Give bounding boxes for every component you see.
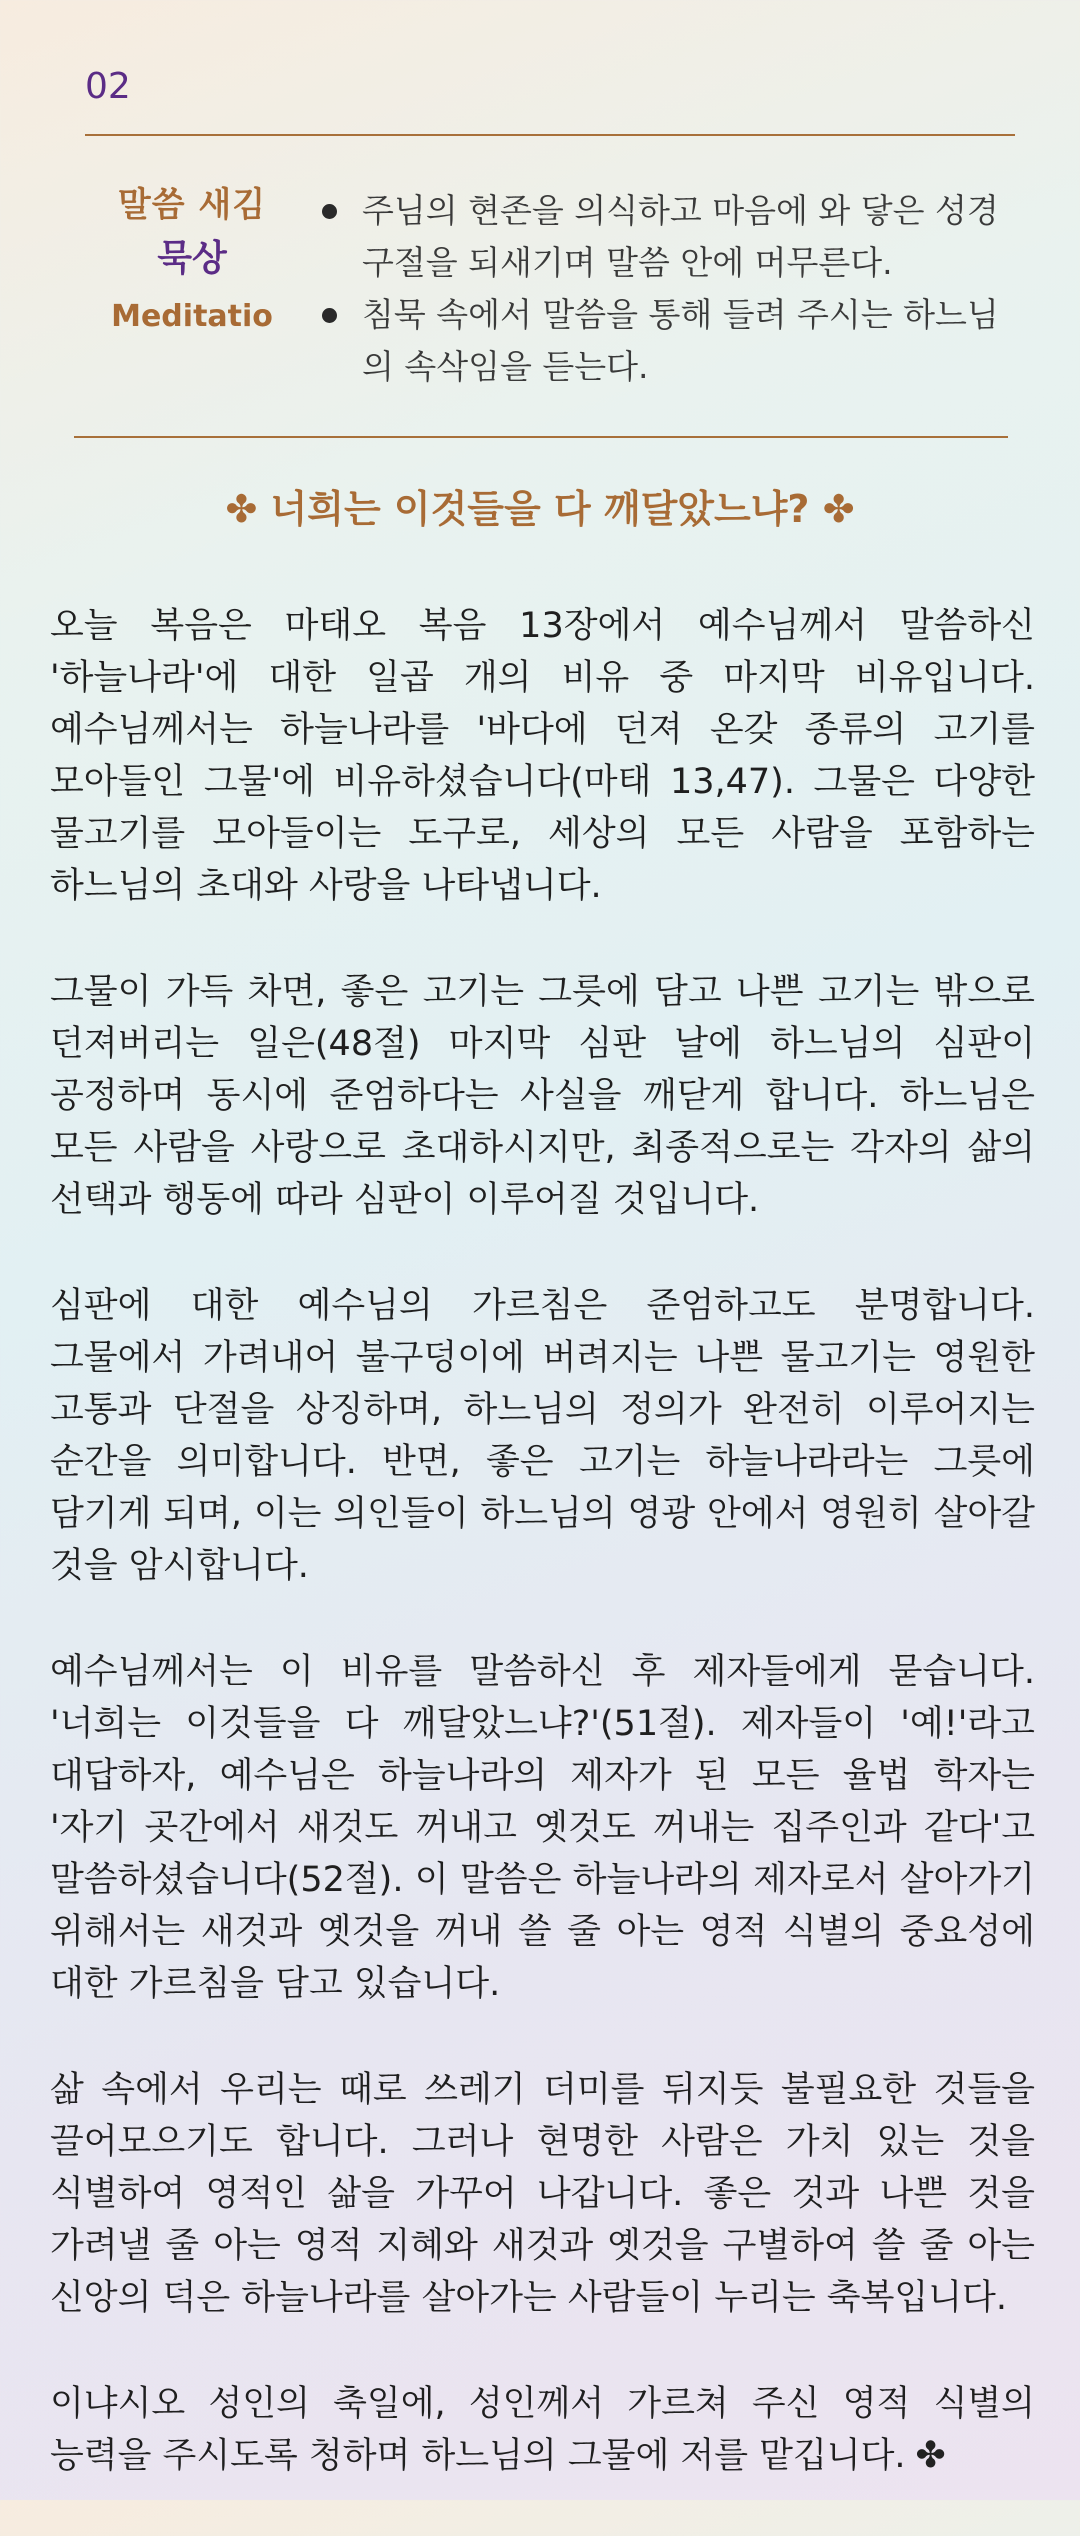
heading-title: 너희는 이것들을 다 깨달았느냐?	[270, 487, 810, 531]
label-korean: 말씀 새김	[117, 185, 267, 225]
top-divider	[85, 134, 1015, 136]
instruction-item	[318, 289, 1018, 393]
paragraph: 예수님께서는 이 비유를 말씀하신 후 제자들에게 묻습니다. '너희는 이것들을 다 깨달았느냐?'(51절). 제자들이 '예!'라고 대답하자, 예수님은 하늘나라의 제자가 된 모든 율법 학자는 '자기 곳간에서 새것도 꺼내고 옛것도 꺼내는 집주인과 같다'고 말씀하셨습니다(52절). 이 말씀은 하늘나라의 제자로서 살아가기 위해서는 새것과 옛것을 꺼내 쓸 줄 아는 영적 식별의 중요성에 대한 가르침을 담고 있습니다.	[50, 1652, 1035, 2004]
clover-right-icon: ✤	[822, 487, 855, 531]
paragraph: 그물이 가득 차면, 좋은 고기는 그릇에 담고 나쁜 고기는 밖으로 던져버리는 일은(48절) 마지막 심판 날에 하느님의 심판이 공정하며 동시에 준엄하다는 사실을 깨닫게 합니다. 하느님은 모든 사람을 사랑으로 초대하시지만, 최종적으로는 각자의 삶의 선택과 행동에 따라 심판이 이루어질 것입니다.	[50, 972, 1035, 1220]
instruction-text: 주님의 현존을 의식하고 마음에 와 닿은 성경구절을 되새기며 말씀 안에 머무른다.	[362, 191, 999, 282]
instruction-list	[318, 185, 1018, 393]
reflection-heading	[0, 478, 1080, 533]
paragraph: 오늘 복음은 마태오 복음 13장에서 예수님께서 말씀하신 '하늘나라'에 대한 일곱 개의 비유 중 마지막 비유입니다. 예수님께서는 하늘나라를 '바다에 던져 온갖 종류의 고기를 모아들인 그물'에 비유하셨습니다(마태 13,47). 그물은 다양한 물고기를 모아들이는 도구로, 세상의 모든 사람을 포함하는 하느님의 초대와 사랑을 나타냅니다.	[50, 606, 1035, 906]
paragraph: 삶 속에서 우리는 때로 쓰레기 더미를 뒤지듯 불필요한 것들을 끌어모으기도 합니다. 그러나 현명한 사람은 가치 있는 것을 식별하여 영적인 삶을 가꾸어 나갑니다. 좋은 것과 나쁜 것을 가려낼 줄 아는 영적 지혜와 새것과 옛것을 구별하여 쓸 줄 아는 신앙의 덕은 하늘나라를 살아가는 사람들이 누리는 축복입니다.	[50, 2070, 1035, 2318]
reflection-body	[50, 600, 1035, 2536]
clover-left-icon: ✤	[225, 487, 258, 531]
label-latin: Meditatio	[111, 299, 273, 334]
instruction-item	[318, 185, 1018, 289]
closing-text: 이냐시오 성인의 축일에, 성인께서 가르쳐 주신 영적 식별의 능력을 주시도록 청하며 하느님의 그물에 저를 맡깁니다.	[50, 2384, 1035, 2476]
bullet-dot-icon	[322, 204, 337, 219]
bullet-dot-icon	[322, 308, 337, 323]
label-meditation: 묵상	[157, 238, 227, 279]
section-number: 02	[85, 66, 131, 107]
clover-end-icon: ✤	[915, 2435, 946, 2476]
meditation-label	[72, 180, 312, 346]
middle-divider	[74, 436, 1008, 438]
instruction-text: 침묵 속에서 말씀을 통해 들려 주시는 하느님의 속삭임을 듣는다.	[362, 295, 999, 386]
closing-paragraph	[50, 2378, 1035, 2482]
paragraph: 심판에 대한 예수님의 가르침은 준엄하고도 분명합니다. 그물에서 가려내어 불구덩이에 버려지는 나쁜 물고기는 영원한 고통과 단절을 상징하며, 하느님의 정의가 완전히 이루어지는 순간을 의미합니다. 반면, 좋은 고기는 하늘나라라는 그릇에 담기게 되며, 이는 의인들이 하느님의 영광 안에서 영원히 살아갈 것을 암시합니다.	[50, 1286, 1035, 1586]
